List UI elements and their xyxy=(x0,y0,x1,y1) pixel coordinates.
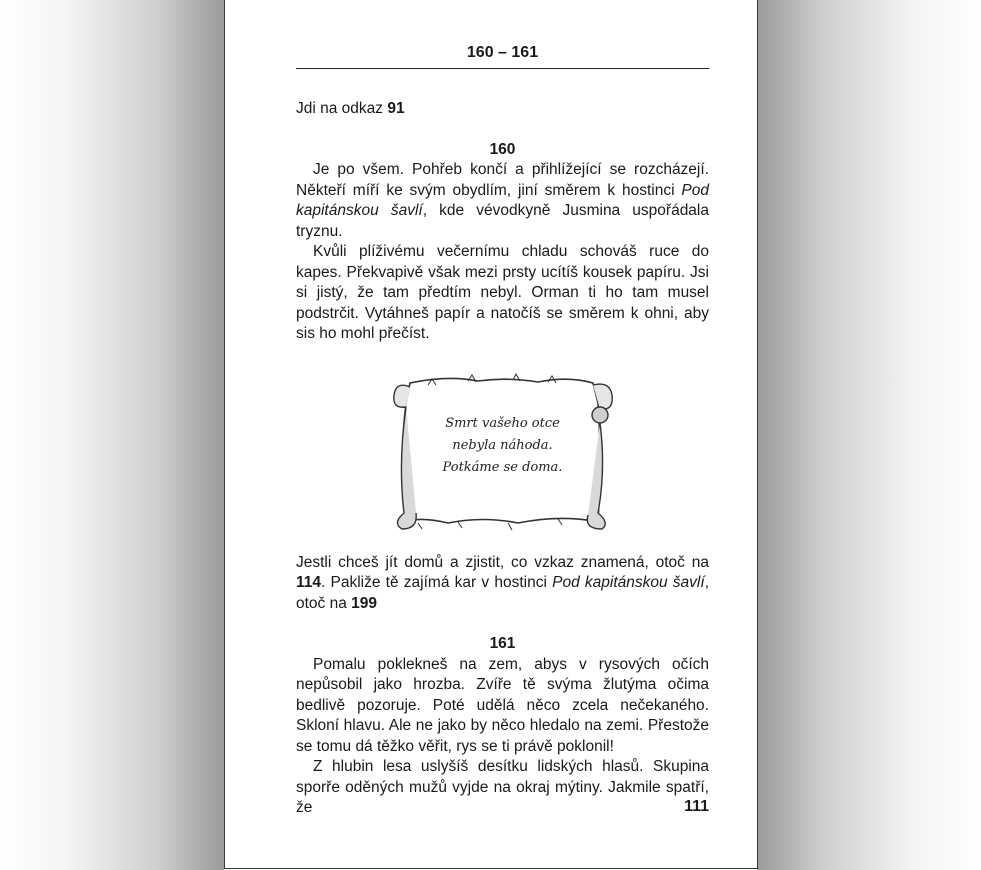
section-160-paragraph-2: Kvůli plíživému večernímu chladu schováš ruce do kapes. Překvapivě však mezi prsty ucítíš kousek papíru. Jsi si jistý, že tam předtím nebyl. Orman ti ho tam musel podstrčit. Vytáhneš papír a natočíš se směrem k ohni, aby sis ho mohl přečíst. xyxy=(296,243,709,342)
left-shadow xyxy=(0,0,224,870)
note-line-1: Smrt vašeho otce xyxy=(445,415,560,431)
section-160-number: 160 xyxy=(489,140,516,158)
note-line-3: Potkáme se doma. xyxy=(442,459,563,475)
note-text xyxy=(428,413,578,479)
section-161-paragraph-1: Pomalu poklekneš na zem, abys v rysových očích nepůsobil jako hrozba. Zvíře tě svýma žlutýma očima bedlivě pozoruje. Poté udělá něco zcela nečekaného. Skloní hlavu. Ale ne jako by něco hledalo na zemi. Přestože se tomu dá těžko věřit, rys se ti právě poklonil! xyxy=(296,655,709,755)
intro-line: Jdi na odkaz 91 xyxy=(296,100,405,117)
intro-link: 91 xyxy=(387,100,405,117)
page-header: 160 – 161 xyxy=(296,42,709,69)
section-161-number: 161 xyxy=(489,635,516,652)
right-shadow xyxy=(757,0,981,870)
note-line-2: nebyla náhoda. xyxy=(452,437,553,453)
choice-link-114: 114 xyxy=(296,574,322,591)
page-content xyxy=(296,99,709,819)
page-number: 111 xyxy=(684,798,709,815)
book-page xyxy=(224,0,758,869)
tavern-name: Pod kapitánskou šavlí xyxy=(296,181,709,219)
section-161-paragraph-2: Z hlubin lesa uslyšíš desítku lidských hlasů. Skupina sporře oděných mužů vyjde na okraj mýtiny. Jakmile spatří, že xyxy=(296,758,709,816)
parchment-note xyxy=(388,373,618,531)
choice-tavern-name: Pod kapitánskou šavlí xyxy=(552,574,705,591)
section-160-choices: Jestli chceš jít domů a zjistit, co vzkaz znamená, otoč na 114. Pakliže tě zajímá kar v hostinci Pod kapitánskou šavlí, otoč na 199 xyxy=(296,553,709,612)
choice-link-199: 199 xyxy=(351,594,378,612)
section-160-paragraph-1: Je po všem. Pohřeb končí a přihlížející se rozcházejí. Někteří míří ke svým obydlím, jiní směrem k hostinci Pod kapitánskou šavlí, kde vévodkyně Jusmina uspořádala tryznu. xyxy=(296,161,709,240)
